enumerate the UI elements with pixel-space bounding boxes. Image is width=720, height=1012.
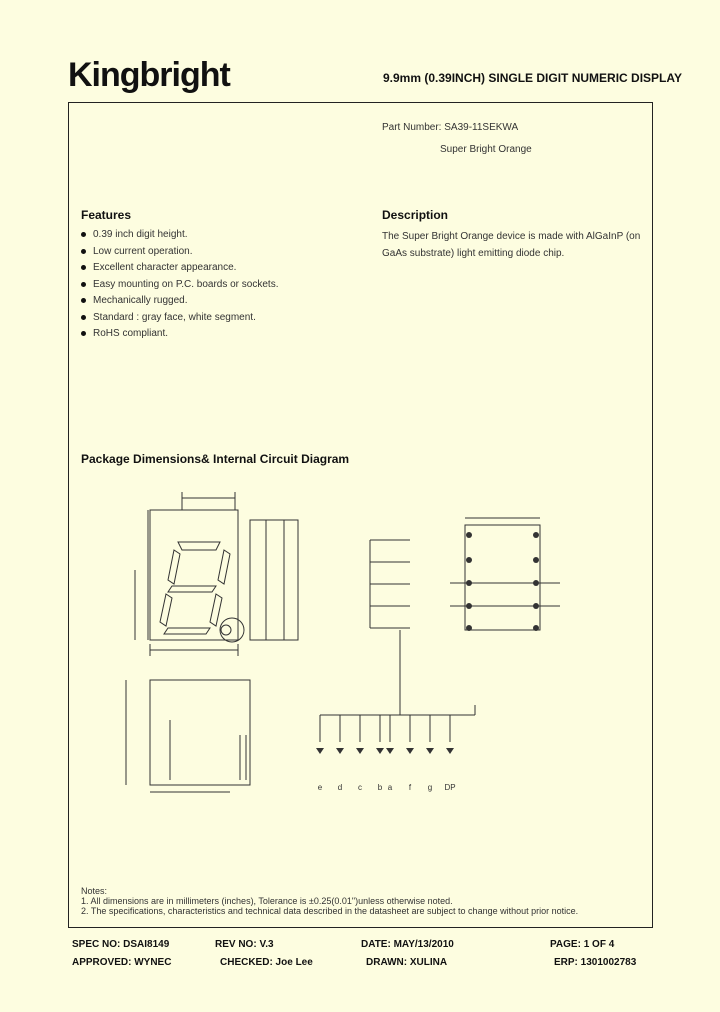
- display-bottom-view: [150, 680, 250, 785]
- pin-label: d: [337, 783, 343, 792]
- bullet-icon: [81, 315, 86, 320]
- pin-label: c: [358, 783, 362, 792]
- description-text: The Super Bright Orange device is made with AlGaInP (on GaAs substrate) light emitting diode chip.: [382, 231, 641, 259]
- note-1: 1. All dimensions are in millimeters (inches), Tolerance is ±0.25(0.01")unless otherwise noted.: [81, 896, 453, 906]
- display-side-view: [250, 520, 298, 640]
- checked-by: CHECKED: Joe Lee: [220, 957, 313, 968]
- pin-label: g: [427, 783, 433, 792]
- bullet-icon: [81, 331, 86, 336]
- pin-label: e: [317, 783, 323, 792]
- pcb-layout: [465, 525, 540, 630]
- pin-label: DP: [444, 783, 456, 792]
- erp: ERP: 1301002783: [554, 957, 637, 968]
- part-number: Part Number: SA39-11SEKWA: [382, 122, 519, 133]
- feature-item: Easy mounting on P.C. boards or sockets.: [81, 278, 278, 295]
- description-heading: Description: [382, 208, 449, 222]
- spec-no: SPEC NO: DSAI8149: [72, 939, 170, 950]
- bullet-icon: [81, 282, 86, 287]
- feature-item: Standard : gray face, white segment.: [81, 311, 278, 328]
- feature-item: Excellent character appearance.: [81, 261, 278, 278]
- drawn-by: DRAWN: XULINA: [366, 957, 448, 968]
- feature-item: 0.39 inch digit height.: [81, 228, 278, 245]
- bullet-icon: [81, 298, 86, 303]
- package-heading: Package Dimensions& Internal Circuit Diagram: [81, 452, 350, 466]
- rev-no: REV NO: V.3: [215, 939, 274, 950]
- approved-by: APPROVED: WYNEC: [72, 957, 172, 968]
- bullet-icon: [81, 249, 86, 254]
- pin-label: f: [408, 783, 412, 792]
- bullet-icon: [81, 232, 86, 237]
- notes-title: Notes:: [81, 886, 108, 896]
- note-2: 2. The specifications, characteristics and technical data described in the datasheet are subject to change without prior notice.: [81, 906, 579, 916]
- feature-item: Low current operation.: [81, 245, 278, 262]
- date: DATE: MAY/13/2010: [361, 939, 454, 950]
- page-number: PAGE: 1 OF 4: [550, 939, 615, 950]
- features-list: [81, 228, 278, 344]
- pin-label: b: [377, 783, 383, 792]
- bullet-icon: [81, 265, 86, 270]
- features-heading: Features: [81, 208, 132, 222]
- notes: [81, 886, 578, 916]
- package-drawing: [70, 480, 650, 810]
- feature-item: RoHS compliant.: [81, 327, 278, 344]
- part-color: Super Bright Orange: [440, 144, 532, 155]
- page-title: 9.9mm (0.39INCH) SINGLE DIGIT NUMERIC DISPLAY: [383, 71, 682, 85]
- feature-item: Mechanically rugged.: [81, 294, 278, 311]
- pin-label: a: [387, 783, 393, 792]
- kingbright-logo: Kingbright: [68, 56, 230, 94]
